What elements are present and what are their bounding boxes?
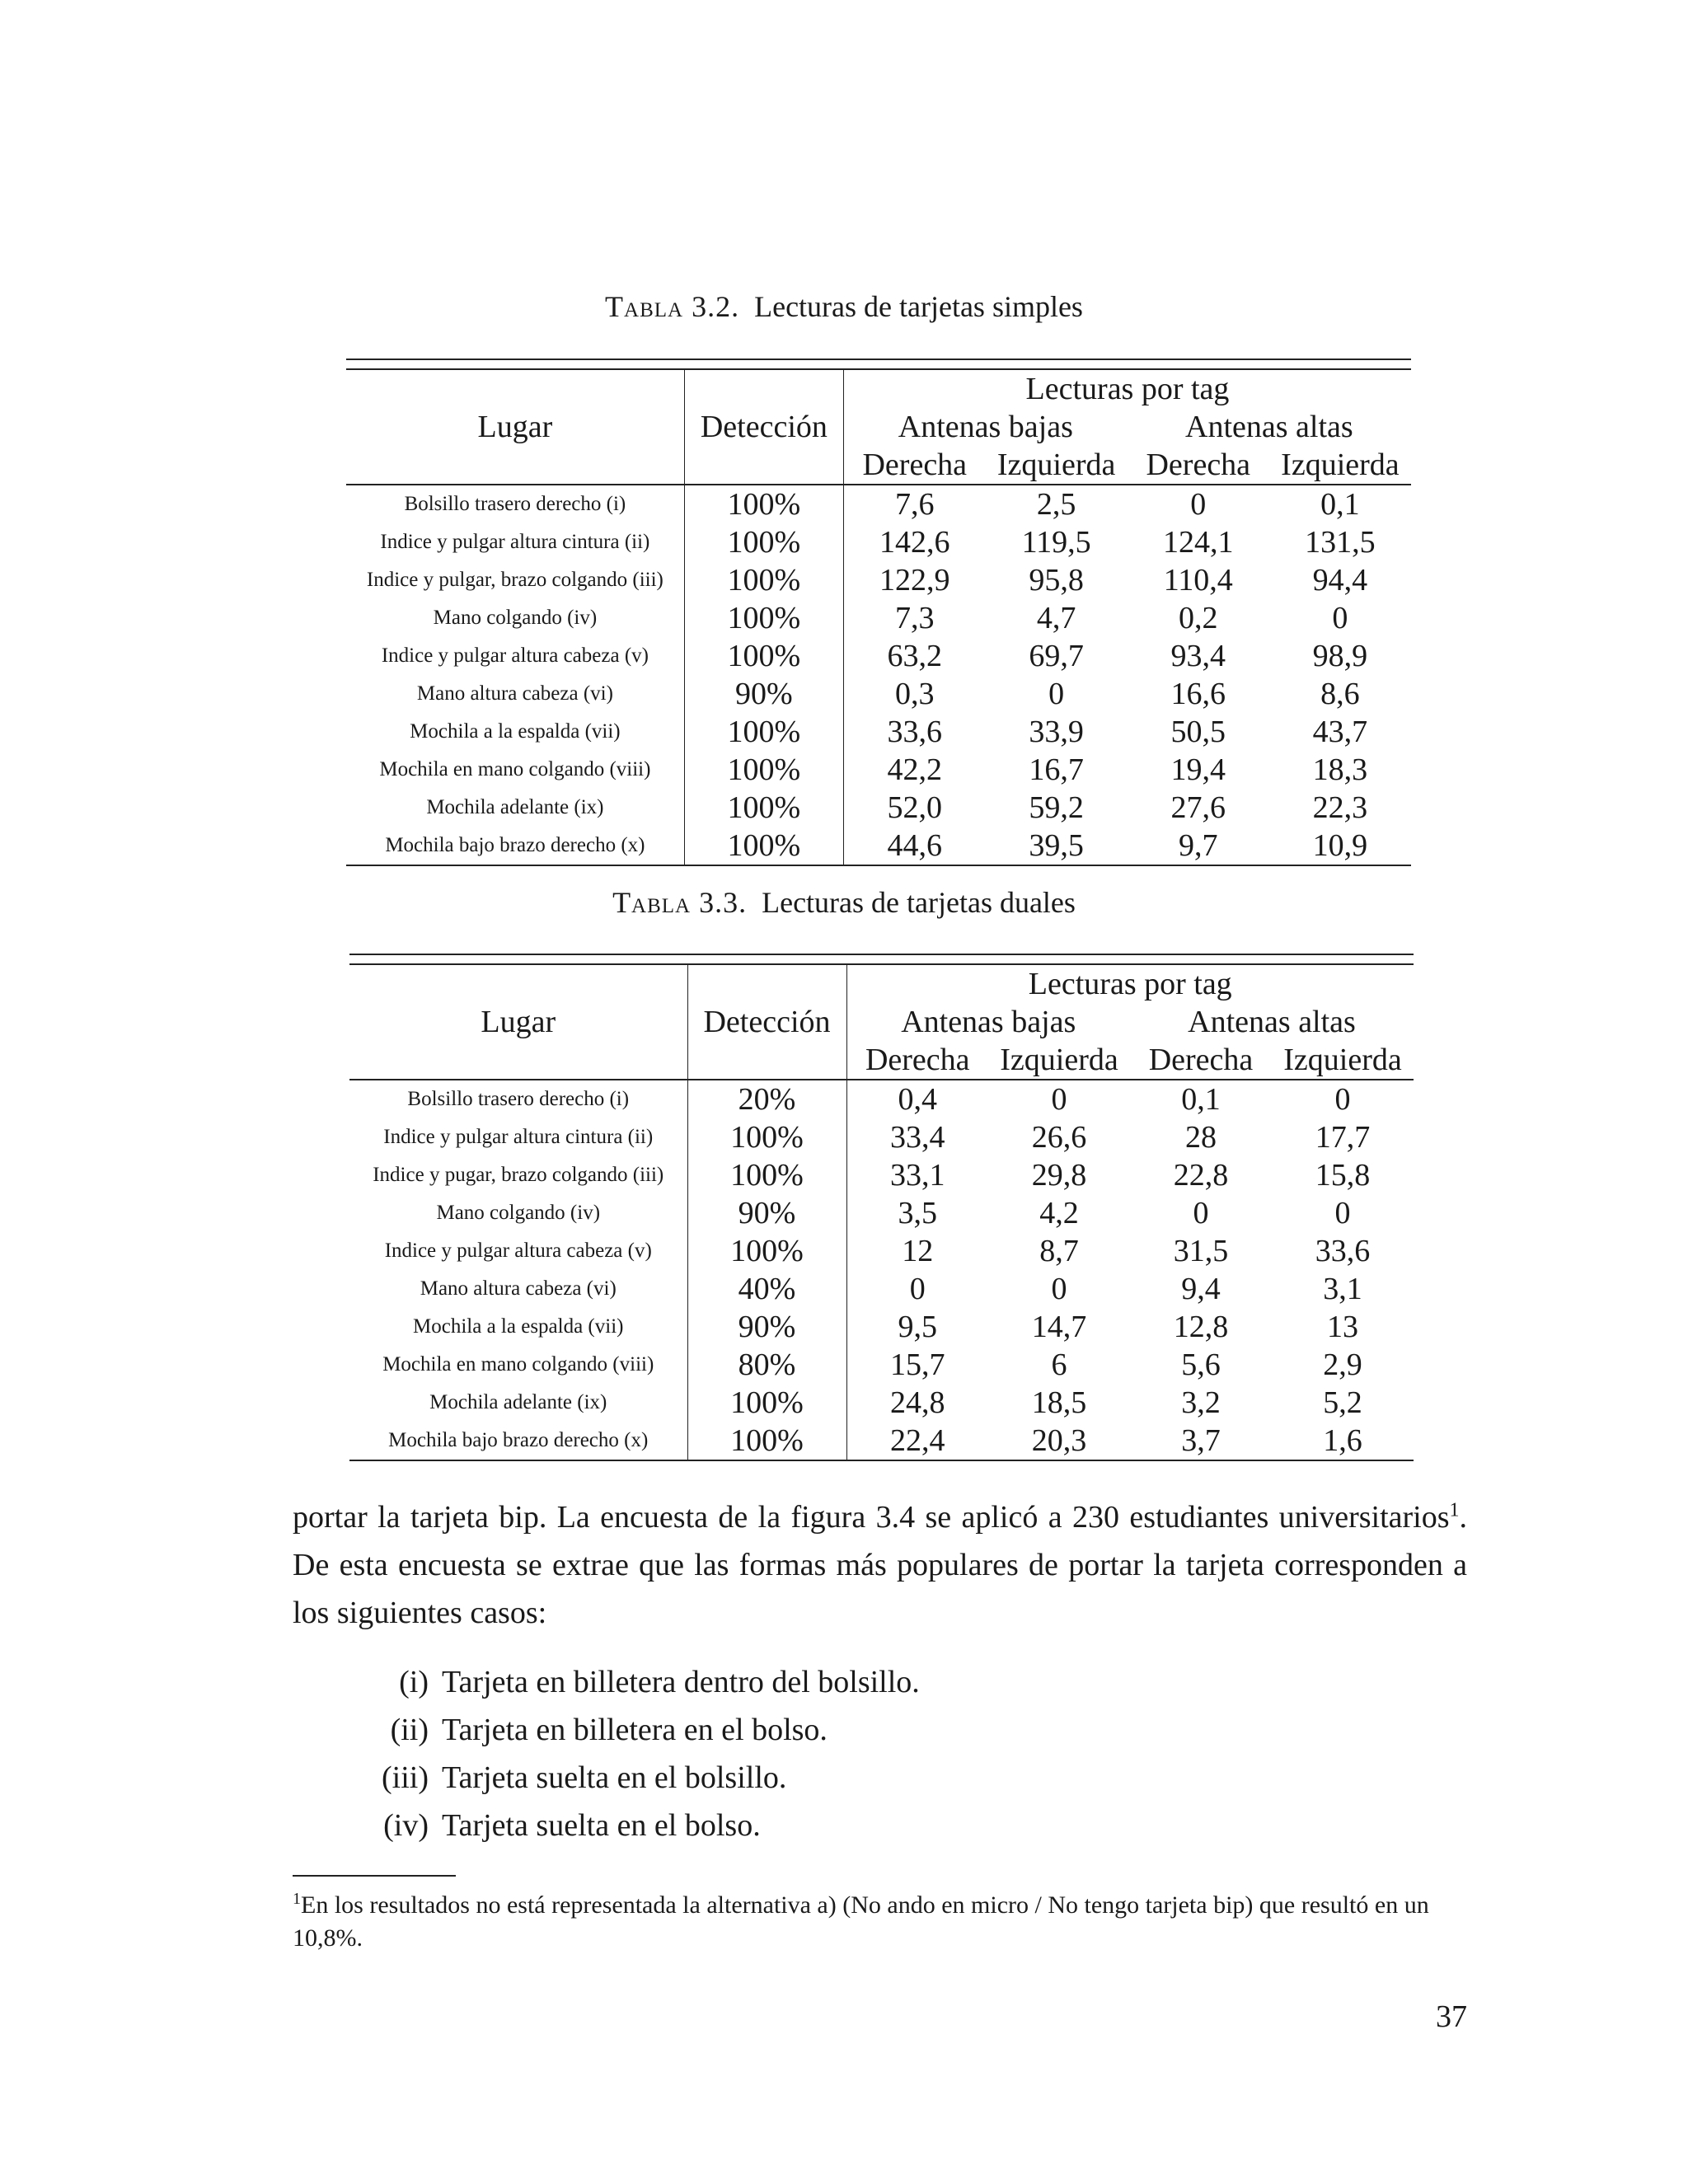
cell-altas-izquierda: 3,1 [1323,1272,1362,1306]
cell-bajas-izquierda: 6 [1051,1347,1067,1382]
cell-bajas-derecha: 24,8 [890,1385,945,1420]
table-3-3-body [349,954,1414,1460]
cell-altas-derecha: 28 [1185,1120,1217,1155]
cell-altas-derecha: 0 [1190,487,1207,522]
cell-lugar: Mochila en mano colgando (viii) [382,1353,654,1376]
table-row [349,1346,1414,1384]
header-altas-derecha: Derecha [1130,1041,1272,1080]
list-item [346,1802,920,1849]
cell-altas-izquierda: 98,9 [1312,639,1368,673]
table-row [346,523,1411,561]
cell-altas-izquierda: 18,3 [1312,752,1368,787]
table-row [346,827,1411,865]
cell-altas-derecha: 22,8 [1173,1158,1229,1193]
cell-altas-izquierda: 0 [1334,1082,1351,1117]
cell-deteccion: 100% [684,751,843,789]
cell-deteccion: 100% [684,637,843,675]
table-row [346,713,1411,751]
cell-bajas-derecha: 7,3 [895,601,935,635]
cell-altas-izquierda: 17,7 [1315,1120,1371,1155]
cell-lugar: Indice y pulgar altura cintura (ii) [383,1126,654,1148]
cell-altas-izquierda: 13 [1327,1310,1358,1344]
cell-lugar: Bolsillo trasero derecho (i) [404,493,626,515]
header-altas-derecha: Derecha [1128,446,1269,485]
cell-lugar: Indice y pulgar, brazo colgando (iii) [366,569,663,591]
cell-altas-izquierda: 10,9 [1269,827,1411,865]
cell-lugar: Mano colgando (iv) [433,607,598,629]
cell-lugar: Bolsillo trasero derecho (i) [407,1088,630,1110]
table-3-3 [349,954,1414,1461]
cell-bajas-izquierda: 29,8 [1031,1158,1087,1193]
cell-altas-derecha: 0 [1193,1196,1209,1230]
cell-lugar: Indice y pulgar altura cintura (ii) [380,531,650,553]
cell-deteccion: 20% [687,1080,846,1118]
cell-bajas-derecha: 33,1 [890,1158,945,1193]
cell-deteccion: 100% [687,1232,846,1270]
header-lecturas-por-tag: Lecturas por tag [1025,372,1230,406]
cell-deteccion: 90% [687,1194,846,1232]
table-row [349,1384,1414,1422]
cell-lugar: Indice y pugar, brazo colgando (iii) [373,1164,664,1186]
cell-deteccion: 90% [684,675,843,713]
list-item [346,1658,920,1706]
cell-altas-derecha: 9,4 [1181,1272,1221,1306]
cell-bajas-derecha: 0,4 [898,1082,937,1117]
cell-deteccion: 90% [687,1308,846,1346]
body-paragraph [293,1493,1467,1637]
cell-deteccion: 100% [687,1156,846,1194]
cell-bajas-derecha: 12 [902,1234,934,1268]
header-bajas-derecha: Derecha [843,446,985,485]
cell-lugar: Mochila a la espalda (vii) [413,1315,624,1338]
cell-altas-derecha: 9,7 [1128,827,1269,865]
header-antenas-altas: Antenas altas [1188,1005,1356,1039]
cell-altas-izquierda: 43,7 [1312,715,1368,749]
table-row [346,599,1411,637]
cell-altas-izquierda: 131,5 [1305,525,1376,560]
cell-altas-izquierda: 2,9 [1323,1347,1362,1382]
paragraph-text: portar la tarjeta bip. La encuesta de la figura 3.4 se aplicó a 230 estudiantes universitarios [293,1500,1450,1535]
cell-bajas-derecha: 22,4 [846,1422,988,1460]
cell-lugar: Mochila bajo brazo derecho (x) [349,1422,687,1460]
cell-deteccion: 100% [684,789,843,827]
cell-bajas-derecha: 142,6 [879,525,950,560]
cell-altas-derecha: 110,4 [1163,563,1233,598]
footnote-text: En los resultados no está representada la alternativa a) (No ando en micro / No tengo tarjeta bip) que resultó en un 10,8%. [293,1891,1429,1952]
header-antenas-altas: Antenas altas [1185,410,1353,444]
cell-deteccion: 100% [684,523,843,561]
cell-bajas-derecha: 52,0 [887,790,943,825]
cell-bajas-derecha: 0 [909,1272,926,1306]
cell-altas-izquierda: 8,6 [1320,677,1360,711]
cell-lugar: Mano colgando (iv) [436,1202,601,1224]
table-row [349,1308,1414,1346]
table-3-3-caption [0,886,1688,919]
cell-altas-derecha: 5,6 [1181,1347,1221,1382]
cell-bajas-izquierda: 4,7 [1036,601,1076,635]
cell-altas-izquierda: 94,4 [1312,563,1368,598]
cell-bajas-izquierda: 95,8 [1029,563,1084,598]
cell-bajas-derecha: 33,4 [890,1120,945,1155]
cell-deteccion: 100% [684,827,843,865]
cell-lugar: Mochila a la espalda (vii) [410,720,621,743]
cell-bajas-izquierda: 26,6 [1031,1120,1087,1155]
header-bajas-derecha: Derecha [846,1041,988,1080]
paragraph-text-cont: . De esta encuesta se extrae que las formas más populares de portar la tarjeta corresponden a los siguientes casos: [293,1500,1467,1630]
header-altas-izquierda: Izquierda [1272,1041,1414,1080]
cell-deteccion: 100% [687,1118,846,1156]
cell-altas-derecha: 0,2 [1179,601,1218,635]
cell-lugar: Mochila bajo brazo derecho (x) [346,827,684,865]
table-row [346,789,1411,827]
cell-altas-derecha: 93,4 [1170,639,1226,673]
cell-bajas-derecha: 42,2 [887,752,943,787]
cell-altas-derecha: 0,1 [1181,1082,1221,1117]
cases-list [346,1658,920,1849]
table-3-2 [346,359,1411,866]
cell-altas-izquierda: 0 [1332,601,1348,635]
cell-bajas-derecha: 15,7 [890,1347,945,1382]
cell-altas-derecha: 19,4 [1170,752,1226,787]
cell-altas-izquierda: 22,3 [1312,790,1368,825]
list-item-number: (iii) [382,1760,429,1795]
table-row [346,675,1411,713]
cell-altas-izquierda: 0,1 [1320,487,1360,522]
cell-bajas-derecha: 33,6 [887,715,943,749]
cell-lugar: Mochila adelante (ix) [426,796,604,818]
cell-altas-derecha: 31,5 [1173,1234,1229,1268]
list-item [346,1754,920,1802]
header-bajas-izquierda: Izquierda [988,1041,1130,1080]
cell-altas-derecha: 16,6 [1170,677,1226,711]
list-item-number: (i) [399,1665,429,1699]
cell-bajas-izquierda: 20,3 [988,1422,1130,1460]
list-item-text: Tarjeta en billetera dentro del bolsillo. [442,1665,920,1699]
footnote [293,1882,1467,1955]
table-row [349,1156,1414,1194]
cell-deteccion: 100% [684,599,843,637]
cell-altas-izquierda: 0 [1334,1196,1351,1230]
table-row [349,1080,1414,1118]
table-3-3-label: Tabla 3.3. [612,886,748,919]
header-bajas-izquierda: Izquierda [986,446,1128,485]
cell-altas-derecha: 50,5 [1170,715,1226,749]
footnote-mark: 1 [293,1890,301,1908]
cell-bajas-izquierda: 33,9 [1029,715,1084,749]
cell-bajas-izquierda: 16,7 [1029,752,1084,787]
table-3-2-caption [0,290,1688,323]
cell-altas-derecha: 3,7 [1130,1422,1272,1460]
footnote-ref: 1 [1449,1499,1460,1521]
cell-bajas-izquierda: 18,5 [1031,1385,1087,1420]
cell-altas-izquierda: 33,6 [1315,1234,1371,1268]
table-row [346,561,1411,599]
cell-bajas-izquierda: 69,7 [1029,639,1084,673]
cell-lugar: Mochila en mano colgando (viii) [379,758,651,780]
cell-altas-izquierda: 15,8 [1315,1158,1371,1193]
footnote-rule [293,1875,456,1877]
list-item [346,1706,920,1754]
cell-altas-derecha: 3,2 [1181,1385,1221,1420]
cell-altas-derecha: 27,6 [1170,790,1226,825]
header-deteccion: Detección [684,369,843,485]
cell-bajas-izquierda: 0 [1051,1272,1067,1306]
cell-deteccion: 100% [687,1422,846,1460]
cell-bajas-derecha: 0,3 [895,677,935,711]
table-3-2-label: Tabla 3.2. [605,290,740,323]
table-row [346,485,1411,523]
cell-altas-derecha: 124,1 [1163,525,1234,560]
cell-bajas-izquierda: 8,7 [1039,1234,1079,1268]
cell-bajas-derecha: 122,9 [879,563,950,598]
cell-lugar: Mano altura cabeza (vi) [420,1277,617,1300]
cell-deteccion: 100% [684,561,843,599]
header-antenas-bajas: Antenas bajas [898,410,1073,444]
table-3-2-title: Lecturas de tarjetas simples [754,290,1083,323]
table-row [346,637,1411,675]
table-row [349,1118,1414,1156]
cell-lugar: Indice y pulgar altura cabeza (v) [381,644,649,667]
list-item-text: Tarjeta en billetera en el bolso. [442,1713,828,1747]
cell-deteccion: 100% [684,713,843,751]
header-deteccion: Detección [687,964,846,1080]
cell-bajas-izquierda: 14,7 [1031,1310,1087,1344]
table-row [346,751,1411,789]
cell-bajas-derecha: 9,5 [898,1310,937,1344]
cell-deteccion: 100% [687,1384,846,1422]
cell-altas-izquierda: 5,2 [1323,1385,1362,1420]
cell-deteccion: 80% [687,1346,846,1384]
page-number: 37 [1436,1999,1467,2034]
cell-bajas-izquierda: 0 [1051,1082,1067,1117]
table-row [349,1194,1414,1232]
header-lugar: Lugar [346,369,684,485]
list-item-text: Tarjeta suelta en el bolso. [442,1808,761,1843]
cell-altas-derecha: 12,8 [1173,1310,1229,1344]
table-row [349,1270,1414,1308]
header-altas-izquierda: Izquierda [1269,446,1411,485]
cell-bajas-derecha: 63,2 [887,639,943,673]
header-lugar: Lugar [349,964,687,1080]
table-3-3-title: Lecturas de tarjetas duales [762,886,1076,919]
cell-bajas-izquierda: 4,2 [1039,1196,1079,1230]
cell-bajas-izquierda: 2,5 [1036,487,1076,522]
table-3-2-body [346,359,1411,865]
header-lecturas-por-tag: Lecturas por tag [1028,967,1232,1001]
cell-bajas-derecha: 3,5 [898,1196,937,1230]
cell-bajas-derecha: 44,6 [843,827,985,865]
cell-bajas-izquierda: 0 [1048,677,1065,711]
cell-bajas-izquierda: 119,5 [1021,525,1091,560]
cell-lugar: Mochila adelante (ix) [429,1391,607,1413]
list-item-text: Tarjeta suelta en el bolsillo. [442,1760,787,1795]
list-item-number: (ii) [390,1713,429,1747]
cell-lugar: Mano altura cabeza (vi) [416,682,613,705]
cell-deteccion: 100% [684,485,843,523]
table-row [349,1422,1414,1460]
cell-altas-izquierda: 1,6 [1272,1422,1414,1460]
list-item-number: (iv) [383,1808,429,1843]
cell-deteccion: 40% [687,1270,846,1308]
cell-bajas-izquierda: 39,5 [986,827,1128,865]
table-row [349,1232,1414,1270]
header-antenas-bajas: Antenas bajas [901,1005,1076,1039]
cell-lugar: Indice y pulgar altura cabeza (v) [384,1240,652,1262]
cell-bajas-izquierda: 59,2 [1029,790,1084,825]
cell-bajas-derecha: 7,6 [895,487,935,522]
